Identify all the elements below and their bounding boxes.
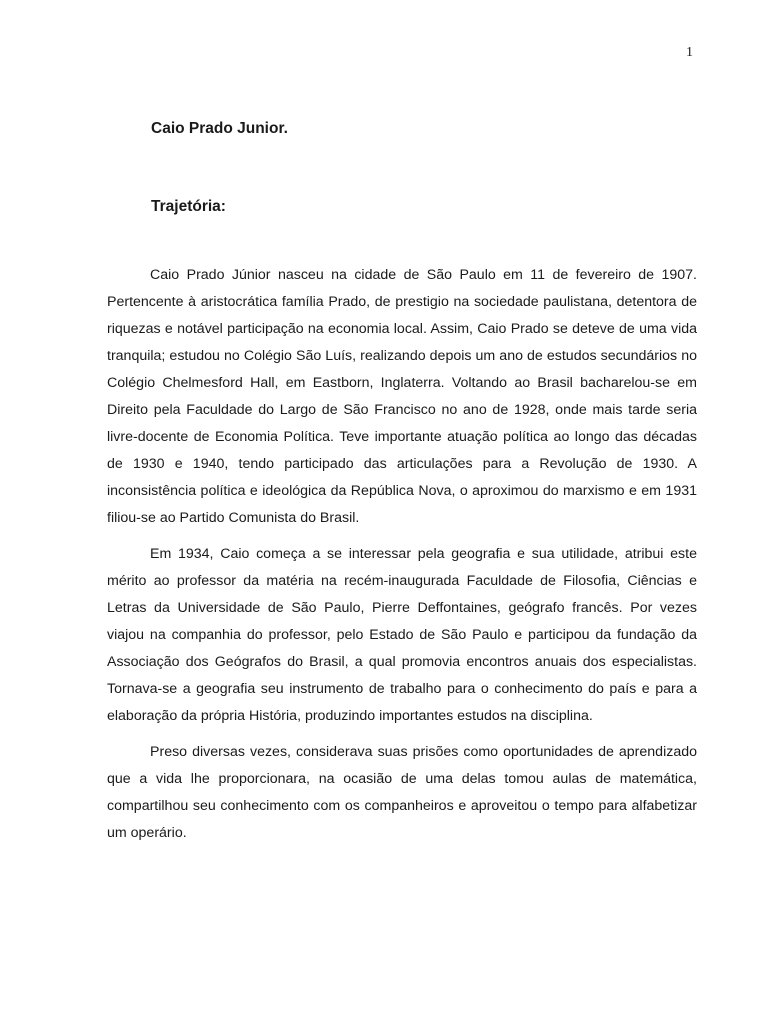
document-title: Caio Prado Junior. bbox=[151, 120, 288, 137]
paragraph-geography: Em 1934, Caio começa a se interessar pela geografia e sua utilidade, atribui este mérito ao professor da matéria na recém-inaugurada Faculdade de Filosofia, Ciências e Letras da Universidade de São Paulo, Pierre Deffontaines, geógrafo francês. Por vezes viajou na companhia do professor, pelo Estado de São Paulo e participou da fundação da Associação dos Geógrafos do Brasil, a qual promovia encontros anuais dos especialistas. Tornava-se a geografia seu instrumento de trabalho para o conhecimento do país e para a elaboração da própria História, produzindo importantes estudos na disciplina. bbox=[107, 546, 697, 724]
paragraph-prison: Preso diversas vezes, considerava suas prisões como oportunidades de aprendizado que a vida lhe proporcionara, na ocasião de uma delas tomou aulas de matemática, compartilhou seu conhecimento com os companheiros e aproveitou o tempo para alfabetizar um operário. bbox=[107, 744, 697, 841]
page-number: 1 bbox=[686, 45, 693, 60]
section-heading: Trajetória: bbox=[151, 198, 226, 215]
paragraph-biography: Caio Prado Júnior nasceu na cidade de São Paulo em 11 de fevereiro de 1907. Pertencente à aristocrática família Prado, de prestigio na sociedade paulistana, detentora de riquezas e notável participação na economia local. Assim, Caio Prado se deteve de uma vida tranquila; estudou no Colégio São Luís, realizando depois um ano de estudos secundários no Colégio Chelmesford Hall, em Eastborn, Inglaterra. Voltando ao Brasil bacharelou-se em Direito pela Faculdade do Largo de São Francisco no ano de 1928, onde mais tarde seria livre-docente de Economia Política. Teve importante atuação política ao longo das décadas de 1930 e 1940, tendo participado das articulações para a Revolução de 1930. A inconsistência política e ideológica da República Nova, o aproximou do marxismo e em 1931 filiou-se ao Partido Comunista do Brasil. bbox=[107, 267, 697, 526]
body-text bbox=[107, 262, 697, 856]
